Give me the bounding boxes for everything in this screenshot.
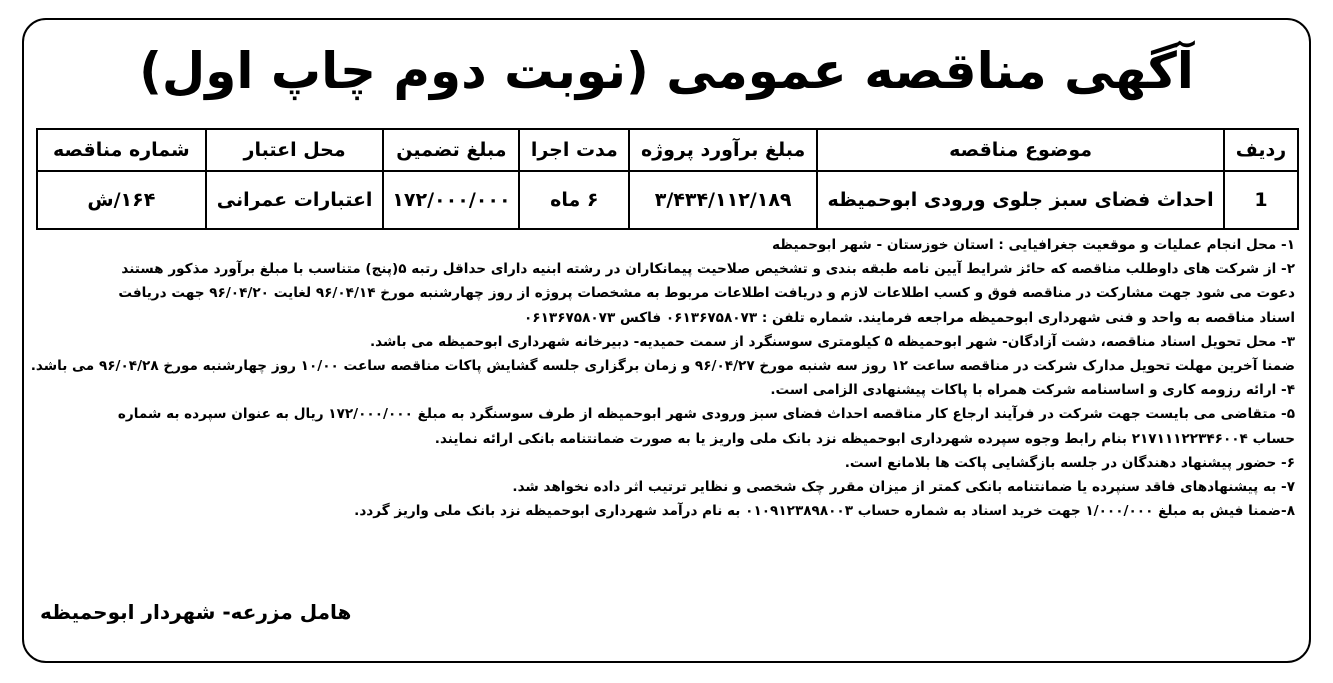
- cell-estimate: ۳/۴۳۴/۱۱۲/۱۸۹: [629, 171, 817, 229]
- header-row-number: ردیف: [1224, 129, 1298, 171]
- table-header-row: [37, 129, 1298, 171]
- terms-list: [30, 233, 1295, 523]
- cell-funding-source: اعتبارات عمرانی: [206, 171, 384, 229]
- header-subject: موضوع مناقصه: [817, 129, 1224, 171]
- cell-guarantee: ۱۷۲/۰۰۰/۰۰۰: [383, 171, 519, 229]
- term-line: ۷- به پیشنهادهای فاقد سنپرده یا ضمانتنامه بانکی کمتر از میزان مقرر چک شخصی و نظایر ترتیب اثر داده نخواهد شد.: [512, 479, 1295, 496]
- term-line: حساب ۲۱۷۱۱۱۲۲۳۴۶۰۰۴ بنام رابط وجوه سپرده شهرداری ابوحمیظه نزد بانک ملی واریز یا به صورت ضمانتنامه بانکی ارائه نمایند.: [434, 430, 1295, 447]
- header-guarantee: مبلغ تضمین: [383, 129, 519, 171]
- notice-title: آگهی مناقصه عمومی (نوبت دوم چاپ اول): [139, 42, 1194, 100]
- term-line: اسناد مناقصه به واحد و فنی شهرداری ابوحمیظه مراجعه فرمایند. شماره تلفن : ۰۶۱۳۶۷۵۸۰۷۳ فاکس ۰۶۱۳۶۷۵۸۰۷۳: [524, 309, 1295, 326]
- term-line: ۳- محل تحویل اسناد مناقصه، دشت آزادگان- شهر ابوحمیظه ۵ کیلومتری سوسنگرد از سمت حمیدیه- دبیرخانه شهرداری ابوحمیظه می باشد.: [369, 333, 1295, 350]
- header-duration: مدت اجرا: [519, 129, 629, 171]
- header-funding-source: محل اعتبار: [206, 129, 384, 171]
- signature: هامل مزرعه- شهردار ابوحمیظه: [40, 600, 352, 624]
- tender-table: [36, 128, 1299, 230]
- cell-tender-number: ۱۶۴/ش: [37, 171, 206, 229]
- term-line: ۵- متقاضی می بایست جهت شرکت در فرآیند ارجاع کار مناقصه احداث فضای سبز ورودی شهر ابوحمیظه از طرف سوسنگرد به مبلغ ۱۷۲/۰۰۰/۰۰۰ ریال به عنوان سپرده به شماره: [117, 406, 1295, 423]
- term-line: دعوت می شود جهت مشارکت در مناقصه فوق و کسب اطلاعات لازم و دریافت اطلاعات مربوط به مشخصات پروژه از روز چهارشنبه مورخ ۹۶/۰۴/۱۴ لغایت ۹۶/۰۴/۲۰ جهت دریافت: [118, 285, 1295, 302]
- header-tender-number: شماره مناقصه: [37, 129, 206, 171]
- term-line: ۴- ارائه رزومه کاری و اساسنامه شرکت همراه با پاکات پیشنهادی الزامی است.: [770, 382, 1295, 399]
- term-line: ۲- از شرکت های داوطلب مناقصه که حائز شرایط آیین نامه طبقه بندی و تشخیص صلاحیت پیمانکاران در رشته ابنیه دارای حداقل رتبه ۵(پنج) متناسب با مبلغ برآورد مذکور هستند: [121, 261, 1295, 278]
- term-line: ۶- حضور پیشنهاد دهندگان در جلسه بازگشایی پاکت ها بلامانع است.: [844, 454, 1295, 471]
- term-line: ۸-ضمنا فیش به مبلغ ۱/۰۰۰/۰۰۰ جهت خرید اسناد به شماره حساب ۰۱۰۹۱۲۳۸۹۸۰۰۳ به نام درآمد شهرداری ابوحمیظه نزد بانک ملی واریز گردد.: [354, 503, 1295, 520]
- cell-duration: ۶ ماه: [519, 171, 629, 229]
- term-line: ضمنا آخرین مهلت تحویل مدارک شرکت در مناقصه ساعت ۱۲ روز سه شنبه مورخ ۹۶/۰۴/۲۷ و زمان برگزاری جلسه گشایش پاکات مناقصه ساعت ۱۰/۰۰ روز چهارشنبه مورخ ۹۶/۰۴/۲۸ می باشد.: [30, 358, 1295, 375]
- table-row: [37, 171, 1298, 229]
- cell-subject: احداث فضای سبز جلوی ورودی ابوحمیظه: [817, 171, 1224, 229]
- header-estimate: مبلغ برآورد پروژه: [629, 129, 817, 171]
- cell-row-number: 1: [1224, 171, 1298, 229]
- term-line: ۱- محل انجام عملیات و موقعیت جغرافیایی : استان خوزستان - شهر ابوحمیظه: [771, 237, 1295, 253]
